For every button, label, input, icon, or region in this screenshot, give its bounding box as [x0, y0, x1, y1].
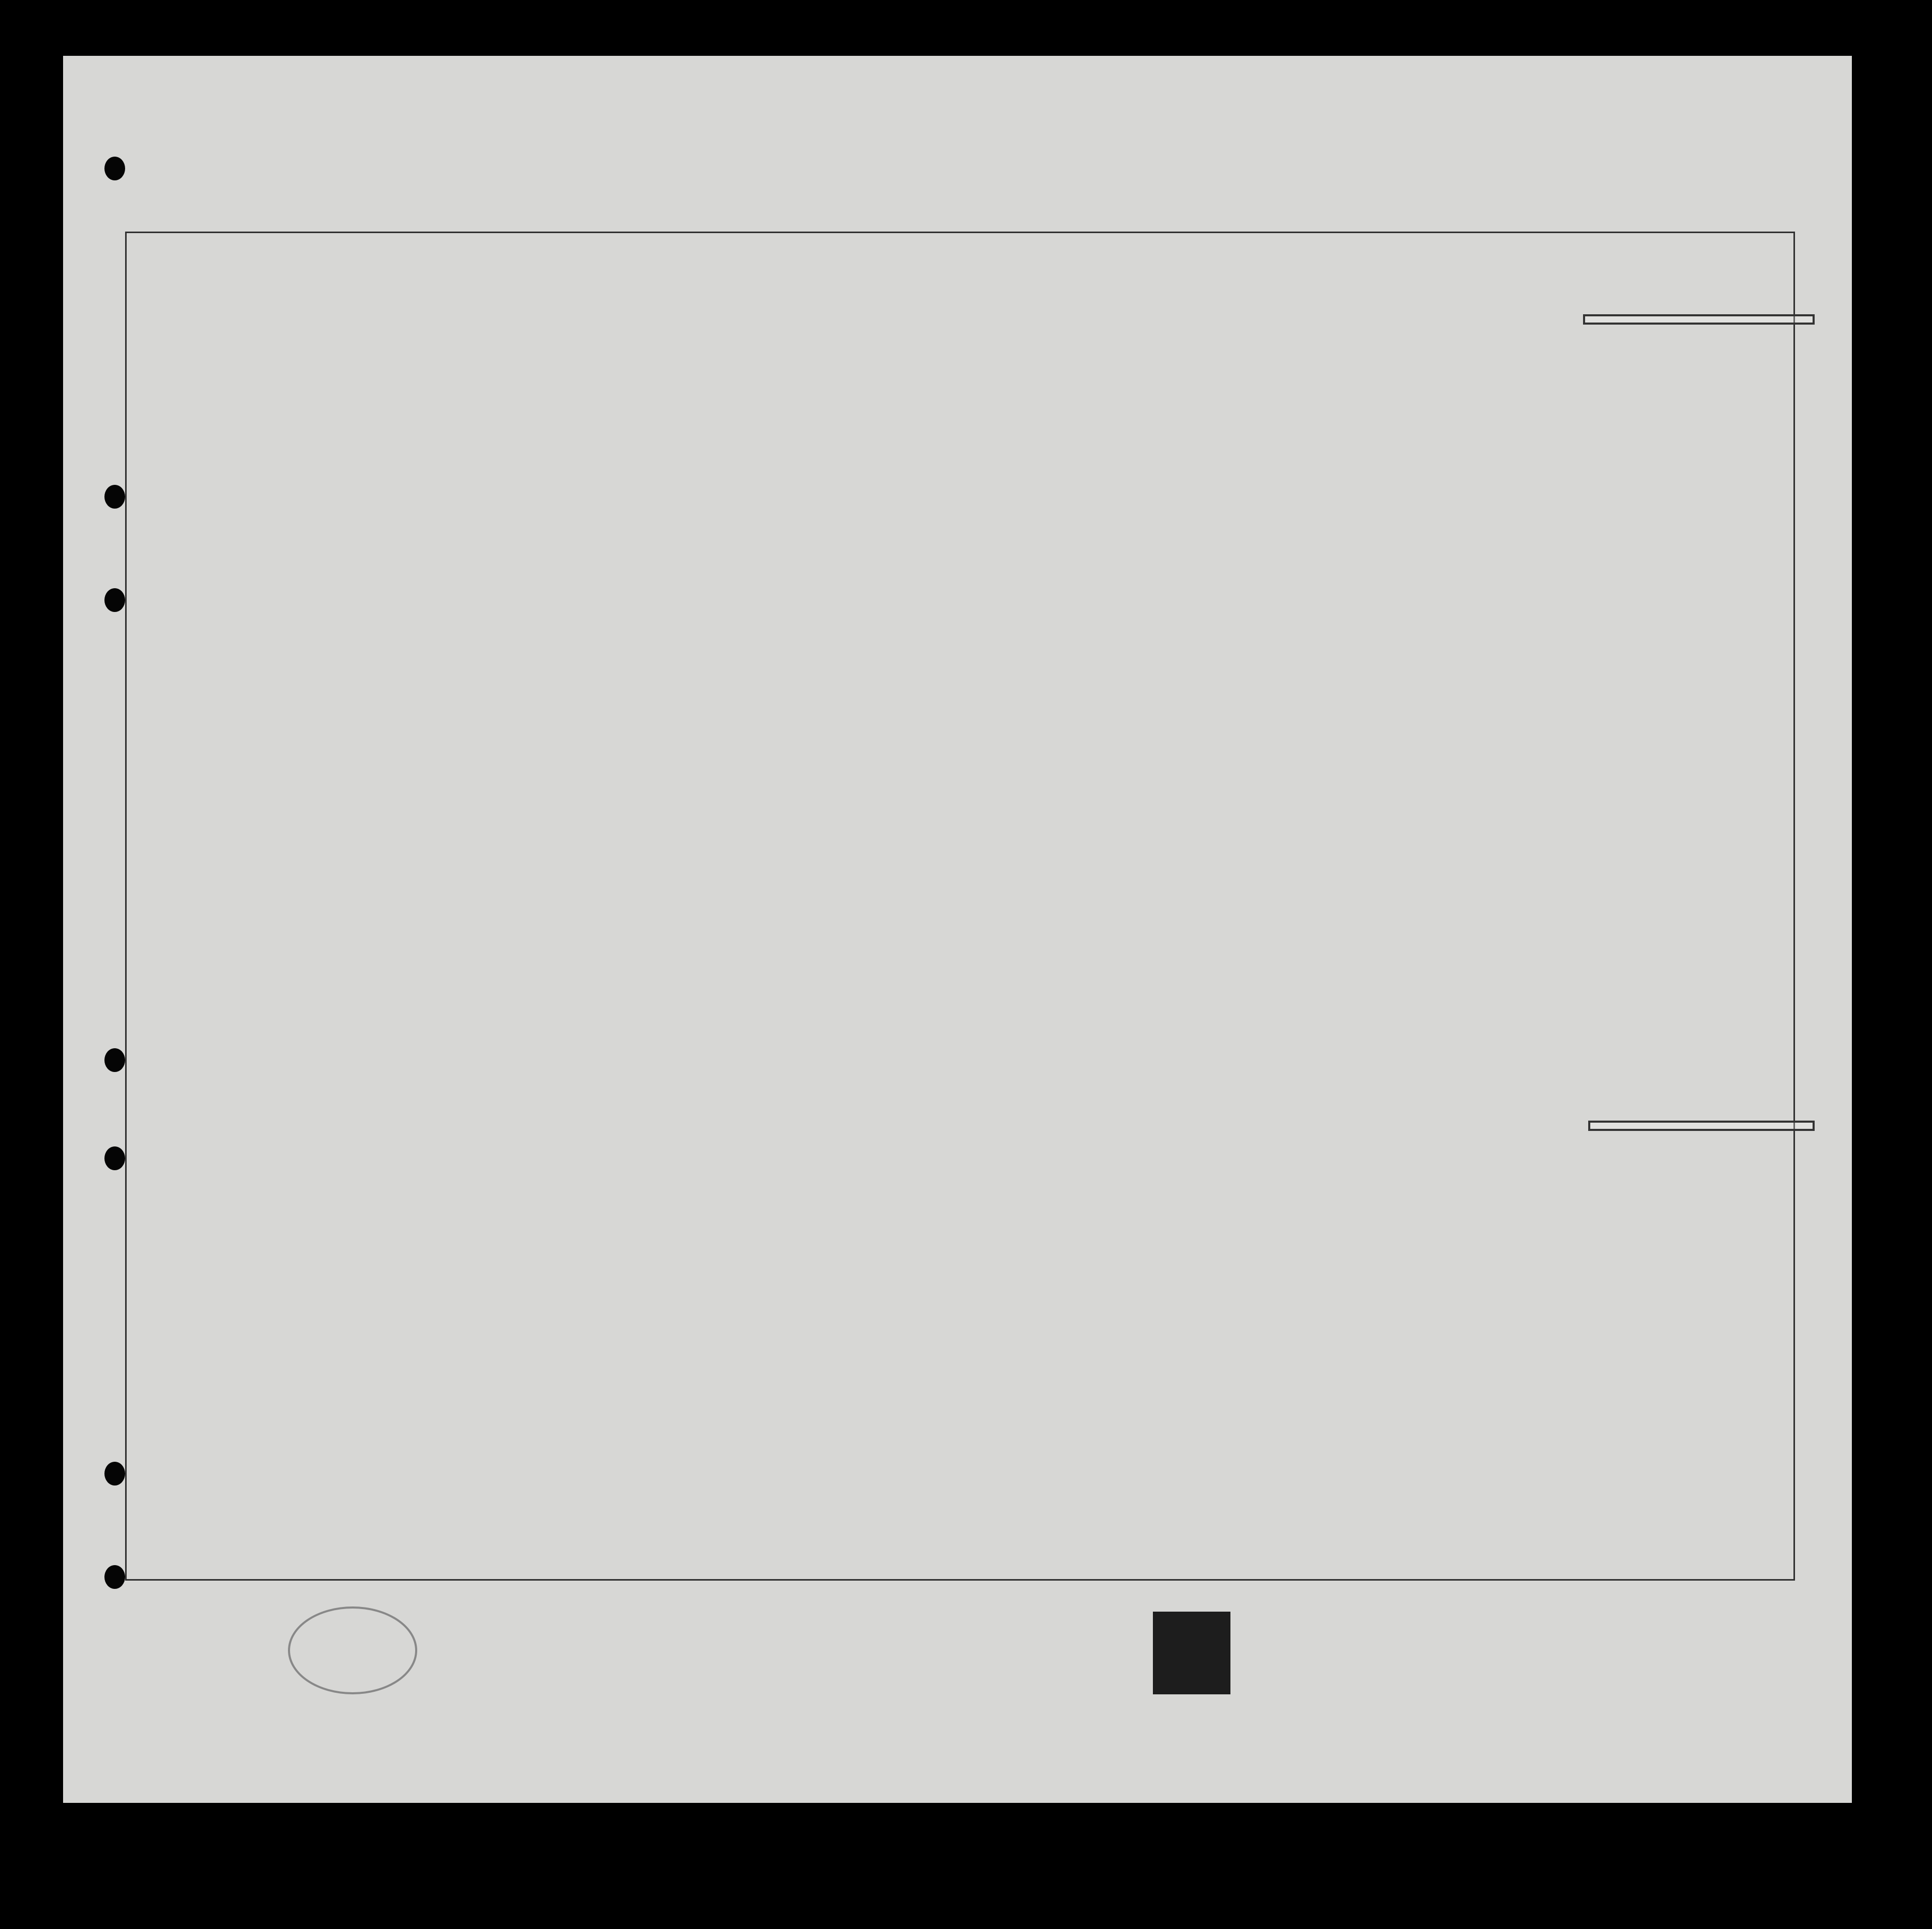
fee-stamp — [1153, 1612, 1230, 1694]
punch-hole — [104, 1565, 125, 1589]
punch-hole — [104, 1462, 125, 1486]
agent-stamp — [288, 1606, 417, 1694]
punch-hole — [104, 157, 125, 180]
punch-hole — [104, 1048, 125, 1072]
manifest-table — [125, 232, 1795, 1581]
manifest-page — [63, 56, 1852, 1803]
admitted-stamp — [1583, 314, 1815, 325]
punch-hole — [104, 588, 125, 612]
admitted-stamp — [1588, 1121, 1815, 1131]
admitted-stamp — [1583, 1239, 1805, 1246]
punch-hole — [104, 1146, 125, 1170]
punch-hole — [104, 485, 125, 509]
